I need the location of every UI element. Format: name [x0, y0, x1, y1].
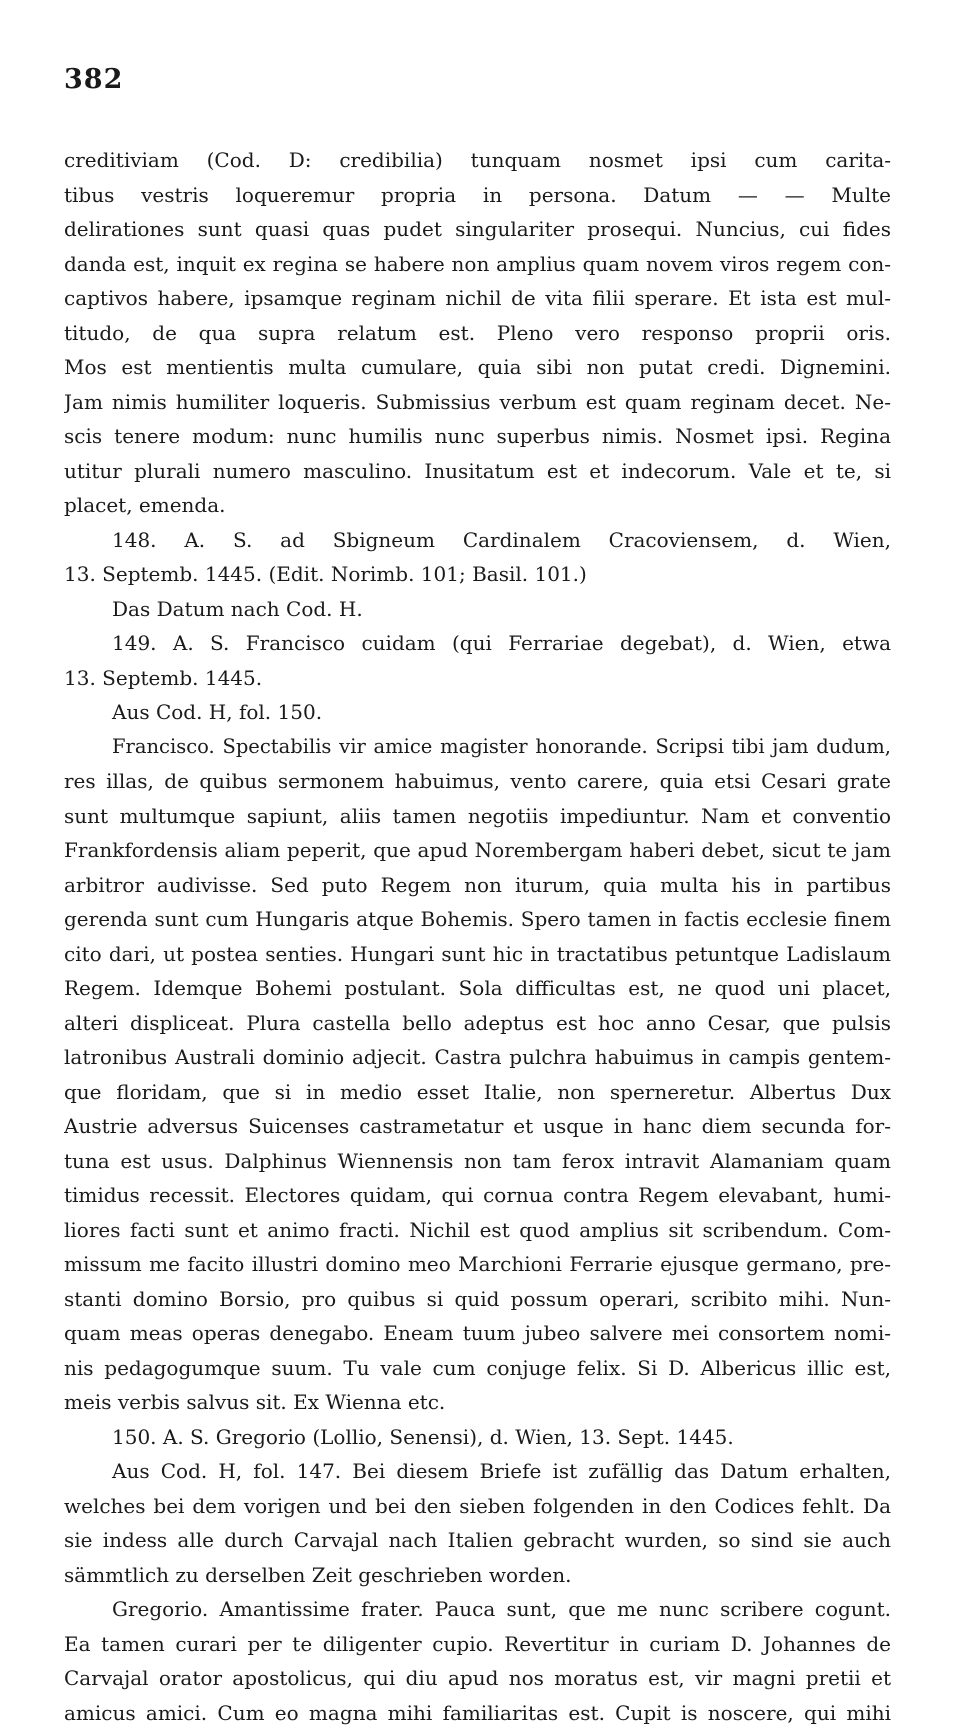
text-line: Ea tamen curari per te diligenter cupio. Revertitur in curiam D. Johannes de — [64, 1627, 891, 1662]
text-line: quam meas operas denegabo. Eneam tuum jubeo salvere mei consortem nomi- — [64, 1316, 891, 1351]
text-line: res illas, de quibus sermonem habuimus, vento carere, quia etsi Cesari grate — [64, 764, 891, 799]
text-line: amicus amici. Cum eo magna mihi familiaritas est. Cupit is noscere, qui mihi — [64, 1696, 891, 1730]
text-line: scis tenere modum: nunc humilis nunc superbus nimis. Nosmet ipsi. Regina — [64, 419, 891, 454]
text-line: cito dari, ut postea senties. Hungari sunt hic in tractatibus petuntque Ladislaum — [64, 937, 891, 972]
text-line: titudo, de qua supra relatum est. Pleno vero responso proprii oris. — [64, 316, 891, 351]
text-line: Aus Cod. H, fol. 150. — [64, 695, 891, 730]
text-line: 13. Septemb. 1445. (Edit. Norimb. 101; Basil. 101.) — [64, 557, 891, 592]
text-line: meis verbis salvus sit. Ex Wienna etc. — [64, 1385, 891, 1420]
text-line: Mos est mentientis multa cumulare, quia sibi non putat credi. Dignemini. — [64, 350, 891, 385]
text-line: Regem. Idemque Bohemi postulant. Sola difficultas est, ne quod uni placet, — [64, 971, 891, 1006]
text-line: tuna est usus. Dalphinus Wiennensis non tam ferox intravit Alamaniam quam — [64, 1144, 891, 1179]
text-line: 148. A. S. ad Sbigneum Cardinalem Cracoviensem, d. Wien, — [64, 523, 891, 558]
text-line: alteri displiceat. Plura castella bello adeptus est hoc anno Cesar, que pulsis — [64, 1006, 891, 1041]
text-line: danda est, inquit ex regina se habere non amplius quam novem viros regem con- — [64, 247, 891, 282]
text-line: Das Datum nach Cod. H. — [64, 592, 891, 627]
text-line: 150. A. S. Gregorio (Lollio, Senensi), d. Wien, 13. Sept. 1445. — [64, 1420, 891, 1455]
text-line: stanti domino Borsio, pro quibus si quid possum operari, scribito mihi. Nun- — [64, 1282, 891, 1317]
page-number: 382 — [64, 66, 891, 93]
text-line: Aus Cod. H, fol. 147. Bei diesem Briefe ist zufällig das Datum erhalten, — [64, 1454, 891, 1489]
text-line: liores facti sunt et animo fracti. Nichil est quod amplius sit scribendum. Com- — [64, 1213, 891, 1248]
text-line: captivos habere, ipsamque reginam nichil de vita filii sperare. Et ista est mul- — [64, 281, 891, 316]
text-line: Gregorio. Amantissime frater. Pauca sunt, que me nunc scribere cogunt. — [64, 1592, 891, 1627]
text-line: Jam nimis humiliter loqueris. Submissius verbum est quam reginam decet. Ne- — [64, 385, 891, 420]
text-line: utitur plurali numero masculino. Inusitatum est et indecorum. Vale et te, si — [64, 454, 891, 489]
text-line: sämmtlich zu derselben Zeit geschrieben worden. — [64, 1558, 891, 1593]
text-line: welches bei dem vorigen und bei den sieben folgenden in den Codices fehlt. Da — [64, 1489, 891, 1524]
text-line: Francisco. Spectabilis vir amice magister honorande. Scripsi tibi jam dudum, — [64, 730, 891, 765]
text-line: arbitror audivisse. Sed puto Regem non iturum, quia multa his in partibus — [64, 868, 891, 903]
text-line: Carvajal orator apostolicus, qui diu apud nos moratus est, vir magni pretii et — [64, 1661, 891, 1696]
text-line: 13. Septemb. 1445. — [64, 661, 891, 696]
text-line: placet, emenda. — [64, 488, 891, 523]
text-line: 149. A. S. Francisco cuidam (qui Ferrariae degebat), d. Wien, etwa — [64, 626, 891, 661]
text-line: creditiviam (Cod. D: credibilia) tunquam nosmet ipsi cum carita- — [64, 143, 891, 178]
text-line: sunt multumque sapiunt, aliis tamen negotiis impediuntur. Nam et conventio — [64, 799, 891, 834]
text-line: missum me facito illustri domino meo Marchioni Ferrarie ejusque germano, pre- — [64, 1247, 891, 1282]
text-line: latronibus Australi dominio adjecit. Castra pulchra habuimus in campis gentem- — [64, 1040, 891, 1075]
text-line: que floridam, que si in medio esset Italie, non sperneretur. Albertus Dux — [64, 1075, 891, 1110]
text-line: Austrie adversus Suicenses castrametatur et usque in hanc diem secunda for- — [64, 1109, 891, 1144]
text-line: delirationes sunt quasi quas pudet singulariter prosequi. Nuncius, cui fides — [64, 212, 891, 247]
text-line: nis pedagogumque suum. Tu vale cum conjuge felix. Si D. Albericus illic est, — [64, 1351, 891, 1386]
text-line: tibus vestris loqueremur propria in persona. Datum — — Multe — [64, 178, 891, 213]
text-line: timidus recessit. Electores quidam, qui cornua contra Regem elevabant, humi- — [64, 1178, 891, 1213]
text-line: gerenda sunt cum Hungaris atque Bohemis. Spero tamen in factis ecclesie finem — [64, 902, 891, 937]
text-body — [64, 143, 891, 1730]
text-line: sie indess alle durch Carvajal nach Italien gebracht wurden, so sind sie auch — [64, 1523, 891, 1558]
text-line: Frankfordensis aliam peperit, que apud Norembergam haberi debet, sicut te jam — [64, 833, 891, 868]
